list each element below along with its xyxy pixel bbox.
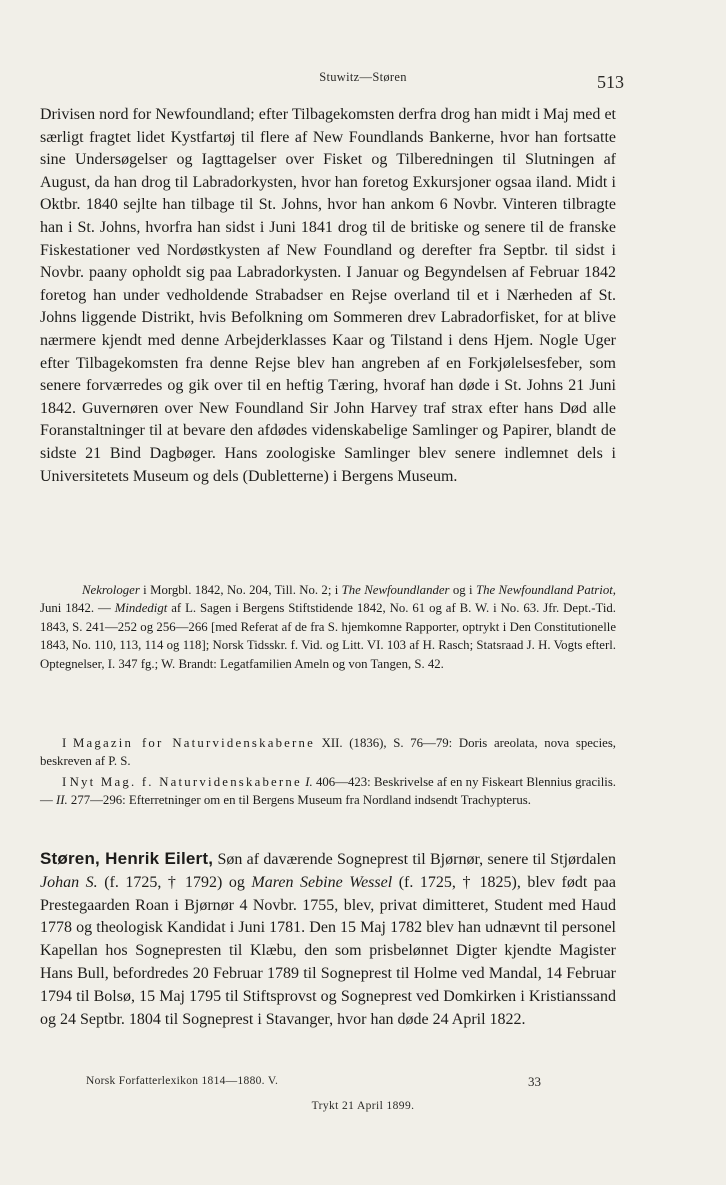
magazin-title: Magazin for Naturvidenskaberne	[72, 736, 315, 750]
nyt-magazin-title: Nyt Mag. f. Naturvidenskaberne	[69, 774, 302, 789]
references-text: Nekrologer i Morgbl. 1842, No. 204, Till. No. 2; i The Newfoundlander og i The Newfoundland Patriot, Juni 1842. — Mindedigt af L. Sagen i Bergens Stiftstidende 1842, No. 61 og af B. W. i No. 63. Jfr. Dept.-Tid. 1843, S. 241—252 og 256—266 [med Referat af de fra S. hjemkomne Rapporter, optrykt i Den Constitutionelle 1843, No. 110, 113, 114 og 118]; Norsk Tidsskr. f. Vid. og Litt. VI. 103 af H. Rasch; Statsraad J. H. Vogts efterl. Optegnelser, I. 347 fg.; W. Brandt: Legatfamilien Ameln og von Tangen, S. 42.	[40, 583, 617, 671]
mother-name: Maren Sebine Wessel	[251, 873, 393, 891]
stoeren-entry: Støren, Henrik Eilert, Søn af daværende Sogneprest til Bjørnør, senere til Stjørdalen Johan S. (f. 1725, † 1792) og Maren Sebine Wessel (f. 1725, † 1825), blev født paa Prestegaarden Roan i Bjørnør 4 Novbr. 1755, blev, privat dimitteret, Student med Haud 1778 og theologisk Kandidat i Juni 1781. Den 15 Maj 1782 blev han udnævnt til personel Kapellan hos Sognepresten til Klæbu, den som prisbelønnet Digter kjendte Magister Hans Bull, befordredes 20 Februar 1789 til Sogneprest til Holme ved Mandal, 14 Februar 1794 til Bolsø, 15 Maj 1795 til Stiftsprovst og Sogneprest ved Domkirken i Kristianssand og 24 Septbr. 1804 til Sogneprest i Stavanger, hvor han døde 24 April 1822.	[40, 849, 617, 1028]
print-date: Trykt 21 April 1899.	[311, 1100, 415, 1112]
publications-note	[40, 734, 616, 810]
signature-number: 33	[528, 1074, 541, 1089]
references-note	[40, 581, 616, 673]
signature-line: Norsk Forfatterlexikon 1814—1880. V.	[86, 1075, 279, 1087]
mindedigt-label: Mindedigt	[114, 601, 168, 616]
main-paragraph: Drivisen nord for Newfoundland; efter Tilbagekomsten derfra drog han midt i Maj med et særligt fragtet lidet Kystfartøj til flere af New Foundlands Bankerne, hvor han fortsatte sine Undersøgelser og Iagttagelser over Fisket og Tilberedningen til Slutningen af August, da han drog til Labradorkysten, hvor han foretog Exkursjoner ogsaa iland. Midt i Oktbr. 1840 sejlte han tilbage til St. Johns, hvor han ankom 6 Novbr. Vinteren tilbragte han i St. Johns, hvorfra han sidst i Juni 1841 drog til de britiske og senere til de franske Fiskestationer ved Nordøstkysten af New Foundland og derefter fra Septbr. til sidst i Novbr. paany opholdt sig paa Labradorkysten. I Januar og Begyndelsen af Februar 1842 foretog han under vedholdende Strabadser en Rejse overland til et i Nærheden af St. Johns liggende Distrikt, hvis Befolkning om Sommeren drev Labradorfisket, for at blive nærmere kjendt med denne Arbejderklasses Kaar og Tilstand i dens Hjem. Nogle Uger efter Tilbagekomsten fra denne Rejse blev han angreben af en Forkjølelsesfeber, som senere forværredes og gik over til en heftig Tæring, hvoraf han døde i St. Johns 21 Juni 1842. Guvernøren over New Foundland Sir John Harvey traf strax efter hans Død alle Foranstaltninger til at bevare den afdødes videnskabelige Samlinger og Papirer, blandt de sidste 21 Bind Dagbøger. Hans zoologiske Samlinger blev senere indlemnet dels i Universitetets Museum og dels (Dubletterne) i Bergens Museum.	[40, 106, 616, 485]
page-number: 513	[597, 72, 624, 92]
newfoundlander-title: The Newfoundlander	[341, 583, 450, 597]
entry-headword: Støren, Henrik Eilert,	[40, 849, 214, 868]
running-head: Stuwitz—Støren	[319, 70, 407, 84]
father-name: Johan S.	[40, 873, 98, 891]
nekrologer-label: Nekrologer	[82, 583, 140, 597]
publication-nyt-magazin: I Nyt Mag. f. Naturvidenskaberne I. 406—423: Beskrivelse af en ny Fiskeart Blennius gracilis. — II. 277—296: Efterretninger om en til Bergens Museum fra Nordland indsendt Trachypterus.	[40, 774, 616, 808]
newfoundland-patriot-title: The Newfoundland Patriot	[475, 583, 613, 597]
publication-magazin: I Magazin for Naturvidenskaberne XII. (1836), S. 76—79: Doris areolata, nova species, beskreven af P. S.	[40, 736, 616, 769]
